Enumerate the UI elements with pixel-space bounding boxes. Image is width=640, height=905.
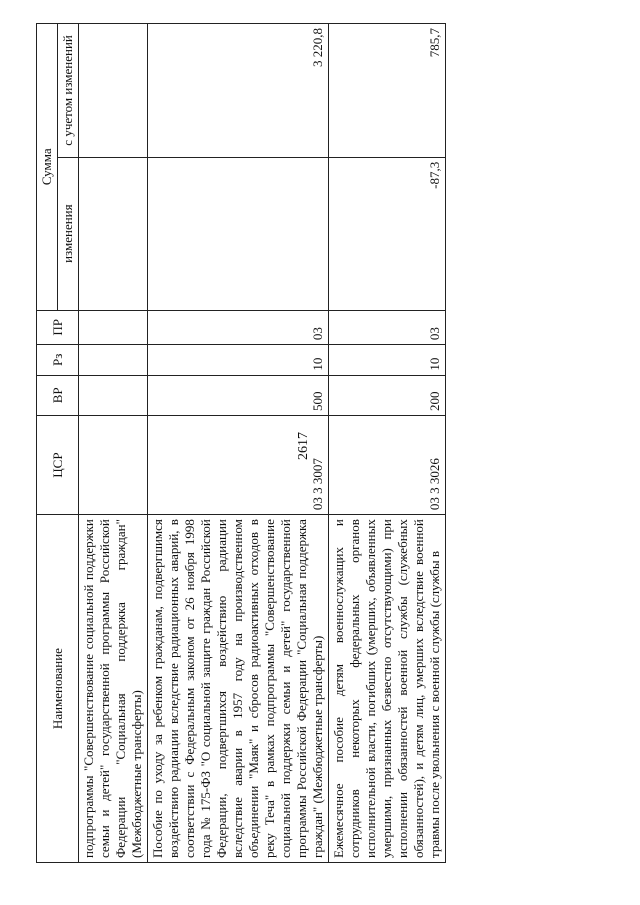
row-vr: 200 — [329, 375, 446, 415]
row-csr: 03 3 3026 — [329, 416, 446, 515]
row-pr: 03 — [148, 310, 329, 345]
budget-table-frame — [36, 23, 611, 863]
row-csr — [79, 416, 148, 515]
header-name: Наименование — [37, 515, 79, 863]
row-name: Пособие по уходу за ребенком гражданам, подвергшимся воздействию радиации вследствие радиационных аварий, в соответствии с Федеральным законом от 26 ноября 1998 года № 175-ФЗ "О социальной защите граждан Российской Федерации, подвергшихся воздействию радиации вследствие аварии в 1957 году на производственном объединении "Маяк" и сбросов радиоактивных отходов в реку Теча" в рамках подпрограммы "Совершенствование социальной поддержки семьи и детей" государственной программы Российской Федерации "Социальная поддержка граждан" (Межбюджетные трансферты) — [148, 515, 329, 863]
row-changes — [79, 157, 148, 310]
row-name: Ежемесячное пособие детям военнослужащих и сотрудников некоторых федеральных органов исполнительной власти, погибших (умерших, объявленных умершими, признанных безвестно отсутствующими) при исполнении обязанностей военной службы (служебных обязанностей), и детям лиц, умерших вследствие военной травмы после увольнения с военной службы (службы в — [329, 515, 446, 863]
row-with-changes: 3 220,8 — [148, 24, 329, 158]
table-row — [329, 24, 446, 863]
row-rz: 10 — [148, 345, 329, 376]
header-vr: ВР — [37, 375, 79, 415]
table-row — [148, 24, 329, 863]
budget-table — [36, 23, 446, 863]
header-csr: ЦСР — [37, 416, 79, 515]
header-pr: ПР — [37, 310, 79, 345]
row-pr — [79, 310, 148, 345]
page-number: 2617 — [296, 432, 311, 460]
header-with-changes: с учетом изменений — [58, 24, 79, 158]
row-with-changes: 785,7 — [329, 24, 446, 158]
table-row — [79, 24, 148, 863]
row-vr — [79, 375, 148, 415]
row-vr: 500 — [148, 375, 329, 415]
row-changes — [148, 157, 329, 310]
header-sum: Сумма — [37, 24, 58, 311]
row-rz: 10 — [329, 345, 446, 376]
row-name: подпрограммы "Совершенствование социальной поддержки семьи и детей" государственной программы Российской Федерации "Социальная поддержка граждан" (Межбюджетные трансферты) — [79, 515, 148, 863]
row-csr: 03 3 3007 — [148, 416, 329, 515]
row-changes: -87,3 — [329, 157, 446, 310]
row-with-changes — [79, 24, 148, 158]
header-row — [37, 24, 58, 863]
row-pr: 03 — [329, 310, 446, 345]
header-rz: Рз — [37, 345, 79, 376]
row-rz — [79, 345, 148, 376]
header-changes: изменения — [58, 157, 79, 310]
